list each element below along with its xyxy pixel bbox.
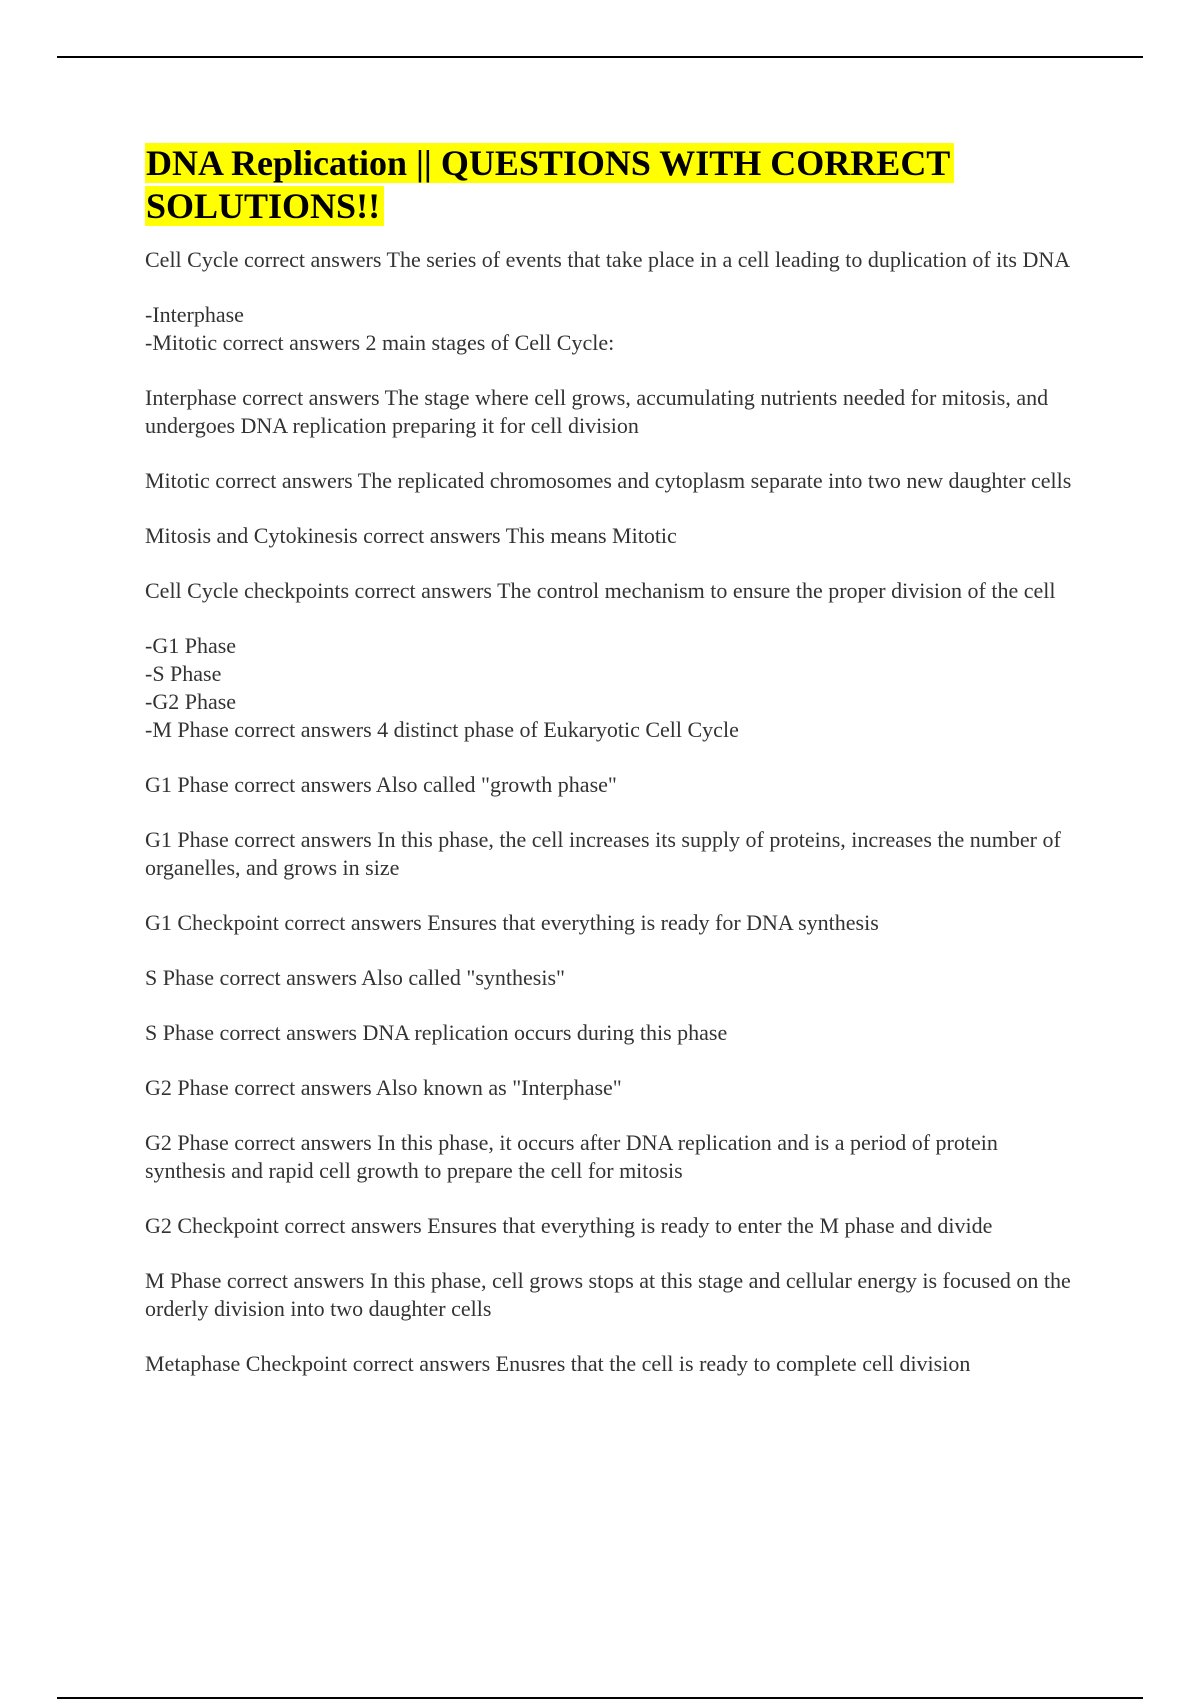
qa-paragraph: G1 Phase correct answers Also called "growth phase": [145, 772, 617, 797]
qa-paragraph: Interphase correct answers The stage where cell grows, accumulating nutrients needed for mitosis, and undergoes DNA replication preparing it for cell division: [145, 385, 1049, 438]
qa-paragraph: Mitosis and Cytokinesis correct answers This means Mitotic: [145, 523, 677, 548]
qa-paragraph: G1 Checkpoint correct answers Ensures that everything is ready for DNA synthesis: [145, 910, 879, 935]
qa-paragraph: M Phase correct answers In this phase, cell grows stops at this stage and cellular energy is focused on the orderly division into two daughter cells: [145, 1268, 1071, 1321]
qa-paragraph: G2 Checkpoint correct answers Ensures that everything is ready to enter the M phase and divide: [145, 1213, 993, 1238]
qa-paragraph: G1 Phase correct answers In this phase, the cell increases its supply of proteins, increases the number of organelles, and grows in size: [145, 827, 1061, 880]
qa-paragraph: G2 Phase correct answers In this phase, it occurs after DNA replication and is a period of protein synthesis and rapid cell growth to prepare the cell for mitosis: [145, 1130, 998, 1183]
document-title: [145, 142, 1075, 228]
qa-paragraph: Cell Cycle correct answers The series of events that take place in a cell leading to duplication of its DNA: [145, 247, 1071, 272]
document-title-text: DNA Replication || QUESTIONS WITH CORRECT SOLUTIONS!!: [145, 143, 954, 226]
qa-paragraph: -Interphase -Mitotic correct answers 2 main stages of Cell Cycle:: [145, 302, 615, 355]
qa-paragraph: -G1 Phase -S Phase -G2 Phase -M Phase correct answers 4 distinct phase of Eukaryotic Cell Cycle: [145, 633, 739, 742]
qa-paragraph: S Phase correct answers DNA replication occurs during this phase: [145, 1020, 728, 1045]
qa-paragraph: Cell Cycle checkpoints correct answers The control mechanism to ensure the proper division of the cell: [145, 578, 1056, 603]
header-rule: [57, 56, 1143, 58]
qa-paragraph: Mitotic correct answers The replicated chromosomes and cytoplasm separate into two new daughter cells: [145, 468, 1072, 493]
qa-paragraph: Metaphase Checkpoint correct answers Enusres that the cell is ready to complete cell division: [145, 1351, 971, 1376]
qa-paragraph: G2 Phase correct answers Also known as "Interphase": [145, 1075, 622, 1100]
document-body: [145, 142, 1075, 1405]
footer-rule: [57, 1697, 1143, 1699]
qa-paragraph: S Phase correct answers Also called "synthesis": [145, 965, 565, 990]
